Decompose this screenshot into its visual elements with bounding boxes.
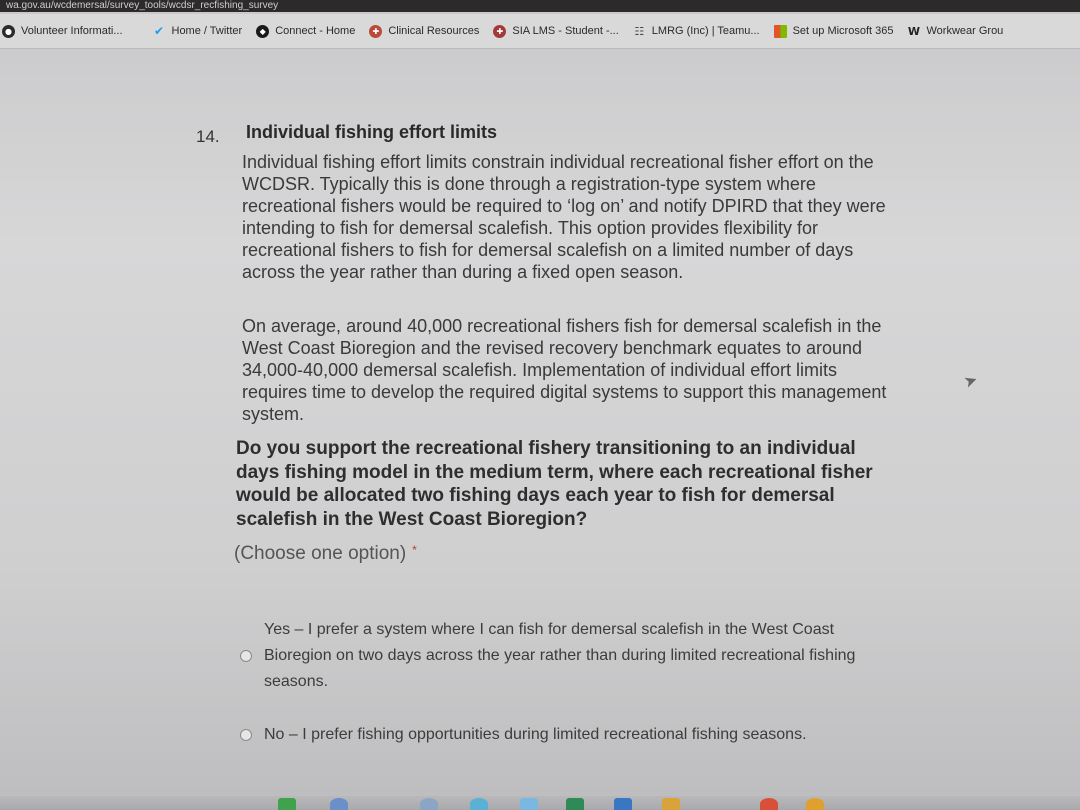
taskbar [0,796,1080,810]
bookmark-label: Workwear Grou [926,25,1004,37]
bookmark-label: Clinical Resources [388,25,480,37]
description-paragraph-1: Individual fishing effort limits constrain individual recreational fisher effort on the WCDSR. Typically this is done through a registration-type system where recreational fishers would be required to ‘log on’ and notify DPIRD that they were intending to fish for demersal scalefish. This option provides flexibility for recreational fishers to fish for demersal scalefish on a limited number of days across the year rather than during a fixed open season. [242,152,886,282]
option-no[interactable] [240,722,807,748]
bookmarks-bar [0,14,1080,49]
taskbar-app-icon[interactable] [614,798,632,810]
w-icon: W [907,24,921,38]
taskbar-app-icon[interactable] [566,798,584,810]
option-no-label[interactable]: No – I prefer fishing opportunities during limited recreational fishing seasons. [264,726,807,743]
grid-icon: ☷ [634,24,645,38]
bookmark-connect[interactable] [256,25,355,38]
question-title: Individual fishing effort limits [246,122,498,142]
description-paragraph-2: On average, around 40,000 recreational fishers fish for demersal scalefish in the West Coast Bioregion and the revised recovery benchmark equates to around 34,000-40,000 demersal scalefish. Implementation of individual effort limits requires time to develop the required digital systems to support this management system. [242,316,887,424]
bookmark-label: LMRG (Inc) | Teamu... [651,25,760,37]
sia-icon: ✚ [493,25,506,38]
taskbar-app-icon[interactable] [662,798,680,810]
address-bar[interactable]: wa.gov.au/wcdemersal/survey_tools/wcdsr_recfishing_survey [0,0,1080,12]
microsoft-icon [774,25,787,38]
question-prompt: Do you support the recreational fishery transitioning to an individual days fishing model in the medium term, where each recreational fisher would be allocated two fishing days each year to fish for demersal scalefish in the West Coast Bioregion? [236,438,873,530]
taskbar-app-icon[interactable] [520,798,538,810]
radio-yes[interactable] [240,650,252,662]
mouse-cursor-icon: ➤ [961,369,981,392]
option-yes-label[interactable]: Yes – I prefer a system where I can fish for demersal scalefish in the West Coast Bioregion on two days across the year rather than during limited recreational fishing seasons. [264,621,856,690]
bookmark-label: Set up Microsoft 365 [792,25,894,37]
survey-page [0,49,1080,810]
globe-icon: ● [2,25,15,38]
bookmark-twitter[interactable] [153,25,243,38]
connect-icon: ◆ [256,25,269,38]
bookmark-lmrg[interactable] [633,25,760,38]
bookmark-label: Connect - Home [275,25,356,37]
taskbar-app-icon[interactable] [420,798,438,810]
choose-hint [234,543,417,565]
taskbar-app-icon[interactable] [760,798,778,810]
taskbar-app-icon[interactable] [330,798,348,810]
question-number: 14. [196,127,220,146]
bookmark-sia[interactable] [493,25,618,38]
bookmark-clinical[interactable] [369,25,479,38]
required-marker: * [412,543,417,557]
bookmark-label: Home / Twitter [171,25,243,37]
bookmark-microsoft[interactable] [774,25,894,38]
radio-no[interactable] [240,729,252,741]
clinical-icon: ✚ [369,25,382,38]
taskbar-app-icon[interactable] [470,798,488,810]
bookmark-workwear[interactable] [907,25,1003,38]
option-yes[interactable] [240,617,904,695]
bookmark-label: Volunteer Informati... [21,25,123,37]
taskbar-app-icon[interactable] [806,798,824,810]
bookmark-label: SIA LMS - Student -... [512,25,619,37]
taskbar-app-icon[interactable] [278,798,296,810]
bookmark-volunteer[interactable] [2,25,123,38]
hint-text: (Choose one option) [234,543,407,564]
twitter-icon: ✔ [153,24,165,38]
